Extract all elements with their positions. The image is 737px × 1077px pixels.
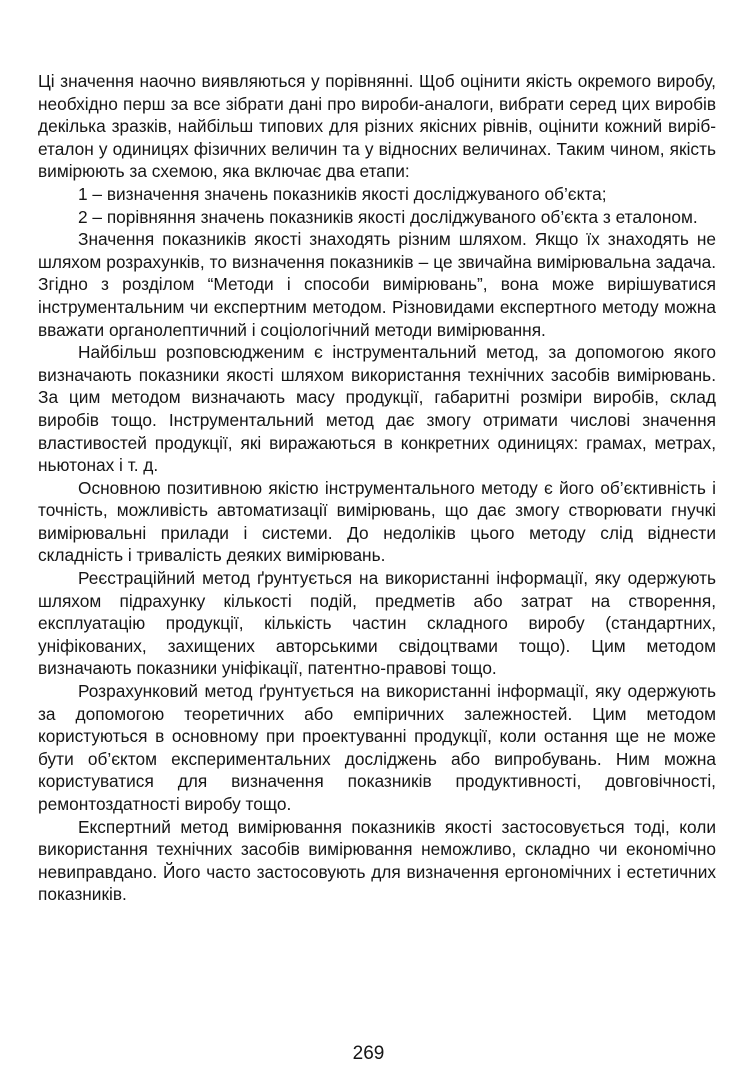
paragraph-instrumental-method: Найбільш розповсюдженим є інструментальний метод, за допомогою якого визначають показники якості шляхом використання технічних засобів вимірювань. За цим методом визначають масу продукції, габаритні розміри виробів, склад виробів тощо. Інструментальний метод дає змогу отримати числові значення властивостей продукції, які виражаються в конкретних одиницях: грамах, метрах, ньютонах і т. д. (38, 342, 716, 476)
paragraph-intro: Ці значення наочно виявляються у порівнянні. Щоб оцінити якість окремого виробу, необхідно перш за все зібрати дані про вироби-аналоги, вибрати серед цих виробів декілька зразків, найбільш типових для різних якісних рівнів, оцінити кожний виріб-еталон у одиницях фізичних величин та у відносних величинах. Таким чином, якість вимірюють за схемою, яка включає два етапи: (38, 71, 716, 182)
page-number: 269 (352, 1043, 385, 1064)
list-item-stage-1: 1 – визначення значень показників якості досліджуваного об’єкта; (78, 183, 607, 204)
paragraph-calculation-method: Розрахунковий метод ґрунтується на використанні інформації, яку одержують за допомогою теоретичних або емпіричних залежностей. Цим методом користуються в основному при проектуванні продукції, коли остання ще не може бути об’єктом експериментальних досліджень або випробувань. Ним можна користуватися для визначення показників продуктивності, довговічності, ремонтоздатності виробу тощо. (38, 681, 716, 814)
paragraph-expert-method: Експертний метод вимірювання показників якості застосовується тоді, коли використання технічних засобів вимірювання неможливо, складно чи економічно невиправдано. Його часто застосовують для визначення ергономічних і естетичних показників. (38, 816, 716, 905)
paragraph-registration-method: Реєстраційний метод ґрунтується на використанні інформації, яку одержують шляхом підрахунку кількості подій, предметів або затрат на створення, експлуатацію продукції, кількість частин складного виробу (стандартних, уніфікованих, захищених авторськими свідоцтвами тощо). Цим методом визначають показники уніфікації, патентно-правові тощо. (38, 568, 716, 679)
list-item-stage-2: 2 – порівняння значень показників якості досліджуваного об’єкта з еталоном. (78, 206, 698, 227)
body-text (38, 70, 716, 906)
paragraph-instrumental-advantages: Основною позитивною якістю інструментального методу є його об’єктивність і точність, можливість автоматизації вимірювань, що дає змогу створювати гнучкі вимірювальні прилади і системи. До недоліків цього методу слід віднести складність і тривалість деяких вимірювань. (38, 477, 716, 566)
paragraph-quality-values: Значення показників якості знаходять різним шляхом. Якщо їх знаходять не шляхом розрахунків, то визначення показників – це звичайна вимірювальна задача. Згідно з розділом “Методи і способи вимірювань”, вона може вирішуватися інструментальним чи експертним методом. Різновидами експертного методу можна вважати органолептичний і соціологічний методи вимірювання. (38, 229, 716, 340)
